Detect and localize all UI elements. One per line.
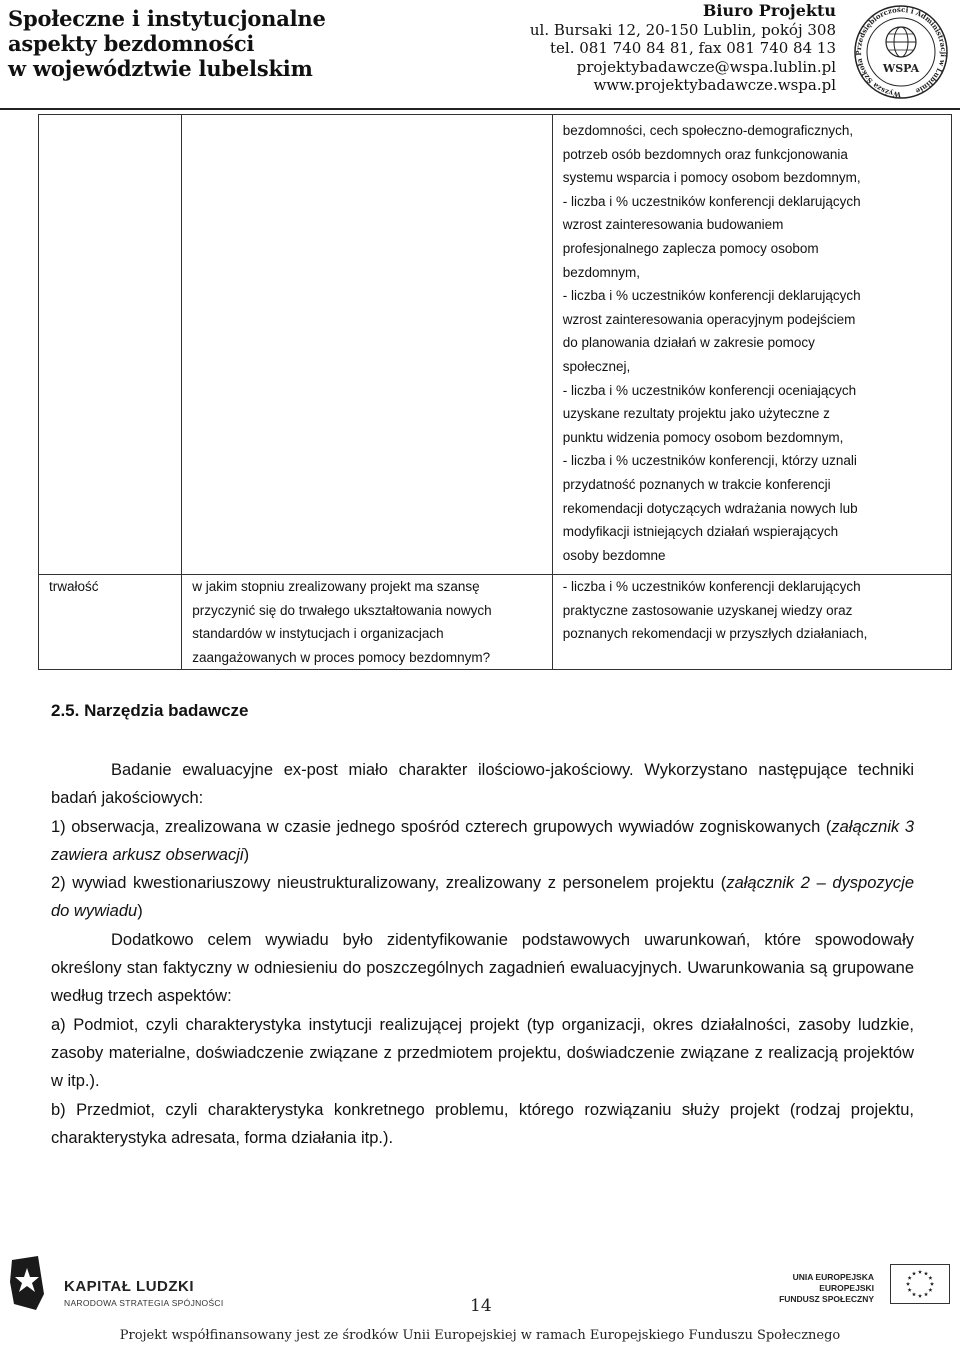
document-title <box>8 6 326 81</box>
cell-line: bezdomnym, <box>562 264 641 280</box>
cell-line: przyczynić się do trwałego ukształtowania nowych <box>192 602 492 618</box>
table-cell-criterion <box>39 575 182 670</box>
cell-line: w jakim stopniu zrealizowany projekt ma szansę <box>192 579 480 594</box>
paragraph-technique-1: 1) obserwacja, zrealizowana w czasie jednego spośród czterech grupowych wywiadów zogniskowanych (załącznik 3 zawiera arkusz obserwacji) <box>51 817 914 864</box>
eu-line-1: UNIA EUROPEJSKA <box>792 1272 874 1282</box>
office-website: www.projektybadawcze.wspa.pl <box>593 76 836 94</box>
page-header <box>0 0 960 112</box>
office-address: ul. Bursaki 12, 20-150 Lublin, pokój 308 <box>529 20 836 39</box>
eu-flag-icon <box>890 1264 950 1304</box>
cell-line: - liczba i % uczestników konferencji deklarujących <box>562 579 861 594</box>
eu-fund-label <box>779 1272 874 1305</box>
cell-line: - liczba i % uczestników konferencji, którzy uznali <box>562 453 857 469</box>
office-phone: tel. 081 740 84 81, fax 081 740 84 13 <box>550 39 836 57</box>
svg-text:Wyższa Szkoła Przedsiębiorczoś <box>854 5 948 99</box>
cell-line: osoby bezdomne <box>562 547 666 563</box>
cell-line: praktyczne zastosowanie uzyskanej wiedzy oraz <box>562 602 853 618</box>
paragraph-aspect-a: a) Podmiot, czyli charakterystyka instytucji realizującej projekt (typ organizacji, okres działalności, zasoby ludzkie, zasoby materialne, doświadczenie związane z przedmiotem projektu, doświadczenie związane z realizacją projektów w itp.). <box>51 1015 914 1091</box>
paragraph-conditions: Dodatkowo celem wywiadu było zidentyfikowanie podstawowych uwarunkowań, które spowodowały określony stan faktyczny w odniesieniu do poszczególnych zagadnień ewaluacyjnych. Uwarunkowania są grupowane według trzech aspektów: <box>51 930 914 1006</box>
table-row <box>39 575 952 670</box>
table-cell-question <box>182 575 552 670</box>
eu-line-3: FUNDUSZ SPOŁECZNY <box>779 1294 874 1304</box>
cell-line: - liczba i % uczestników konferencji oceniających <box>562 382 857 398</box>
paragraph-aspect-b: b) Przedmiot, czyli charakterystyka konkretnego problemu, którego rozwiązaniu służy projekt (rodzaj projektu, charakterystyka adresata, forma działania itp.). <box>51 1100 914 1147</box>
wspa-logo <box>846 2 956 102</box>
office-email: projektybadawcze@wspa.lublin.pl <box>576 57 836 76</box>
wspa-logo-text: WSPA <box>882 62 920 75</box>
cell-line: - liczba i % uczestników konferencji deklarujących <box>562 288 861 304</box>
cell-line: społecznej, <box>562 358 631 374</box>
cell-line: do planowania działań w zakresie pomocy <box>562 335 815 351</box>
cell-line: zaangażowanych w proces pomocy bezdomnym? <box>192 649 491 665</box>
table-cell-indicators <box>552 115 951 575</box>
office-name: Biuro Projektu <box>702 1 836 20</box>
paragraph-intro: Badanie ewaluacyjne ex-post miało charakter ilościowo-jakościowy. Wykorzystano następujące techniki badań jakościowych: <box>51 761 914 808</box>
kapital-ludzki-subtitle: NARODOWA STRATEGIA SPÓJNOŚCI <box>64 1298 224 1308</box>
evaluation-criteria-table <box>38 114 952 670</box>
table-cell-question <box>182 115 552 575</box>
cell-line: punktu widzenia pomocy osobom bezdomnym, <box>562 429 844 445</box>
cell-line: rekomendacji dotyczących wdrażania nowych lub <box>562 500 858 516</box>
cell-line: wzrost zainteresowania budowaniem <box>562 217 784 233</box>
kapital-ludzki-logo-icon <box>8 1254 48 1312</box>
cell-line: uzyskane rezultaty projektu jako użyteczne z <box>562 406 830 422</box>
cell-line: modyfikacji istniejących działań wspierających <box>562 524 839 540</box>
criterion-label: trwałość <box>49 579 99 594</box>
document-title-line-2: aspekty bezdomności <box>8 31 255 56</box>
wspa-ring-text: Wyższa Szkoła Przedsiębiorczości i Administracji w Lublinie <box>854 4 949 100</box>
section-heading: 2.5. Narzędzia badawcze <box>51 701 249 720</box>
cell-line: potrzeb osób bezdomnych oraz funkcjonowania <box>562 146 848 162</box>
cell-line: systemu wsparcia i pomocy osobom bezdomnym, <box>562 170 861 186</box>
cell-line: przydatność poznanych w trakcie konferencji <box>562 476 831 492</box>
page-footer <box>0 1240 960 1347</box>
document-title-line-3: w województwie lubelskim <box>8 56 313 81</box>
table-cell-criterion <box>39 115 182 575</box>
document-title-line-1: Społeczne i instytucjonalne <box>8 6 326 31</box>
kapital-ludzki-title: KAPITAŁ LUDZKI <box>64 1278 195 1295</box>
cell-line: poznanych rekomendacji w przyszłych działaniach, <box>562 626 868 642</box>
cell-line: wzrost zainteresowania operacyjnym podejściem <box>562 311 856 327</box>
project-office-contact <box>530 2 836 95</box>
table-row <box>39 115 952 575</box>
cell-line: standardów w instytucjach i organizacjach <box>192 626 444 642</box>
page-number: 14 <box>470 1296 492 1316</box>
cell-line: - liczba i % uczestników konferencji deklarujących <box>562 193 861 209</box>
table-cell-indicators <box>552 575 951 670</box>
paragraph-technique-2: 2) wywiad kwestionariuszowy nieustrukturalizowany, zrealizowany z personelem projektu (załącznik 2 – dyspozycje do wywiadu) <box>51 874 914 921</box>
header-divider <box>0 108 960 110</box>
cofinancing-note: Projekt współfinansowany jest ze środków Unii Europejskiej w ramach Europejskiego Funduszu Społecznego <box>119 1328 841 1343</box>
eu-line-2: EUROPEJSKI <box>819 1283 874 1293</box>
cell-line: profesjonalnego zaplecza pomocy osobom <box>562 240 819 256</box>
cell-line: bezdomności, cech społeczno-demograficznych, <box>562 123 854 138</box>
section-body <box>51 756 914 1152</box>
